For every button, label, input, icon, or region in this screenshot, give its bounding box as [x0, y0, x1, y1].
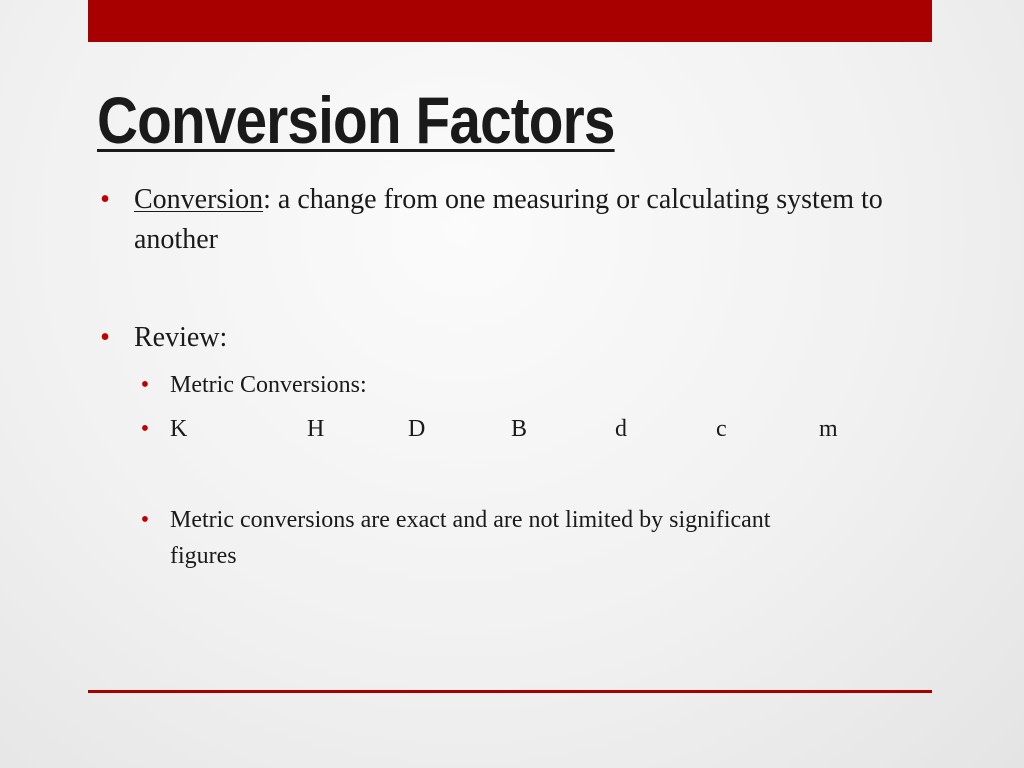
- definition-text: : a change from one measuring or calculating system to another: [134, 184, 883, 255]
- slide-title: Conversion Factors: [97, 83, 615, 157]
- unit-centi: c: [716, 416, 727, 442]
- subbullet-metric-units: [140, 411, 838, 447]
- bullet-marker: •: [100, 322, 110, 353]
- subbullet-metric-conversions: [140, 367, 367, 403]
- bullet-marker: •: [140, 416, 150, 442]
- subbullet-text: Metric Conversions:: [170, 372, 367, 398]
- subbullet-text: Metric conversions are exact and are not limited by significant figures: [170, 507, 771, 569]
- bullet-marker: •: [140, 507, 150, 533]
- subbullet-exact-conversions: [140, 502, 840, 574]
- bullet-conversion-definition: [100, 180, 930, 260]
- bottom-accent-line: [88, 690, 932, 693]
- unit-base: B: [511, 416, 528, 442]
- unit-kilo: K: [170, 416, 188, 442]
- top-accent-bar: [88, 0, 932, 42]
- unit-deci: d: [615, 416, 627, 442]
- unit-milli: m: [819, 416, 838, 442]
- review-label: Review:: [134, 322, 228, 353]
- unit-hecto: H: [307, 416, 325, 442]
- bullet-text: [100, 180, 930, 260]
- bullet-marker: •: [140, 372, 150, 398]
- bullet-marker: •: [100, 184, 110, 215]
- unit-deka: D: [408, 416, 426, 442]
- term-conversion: Conversion: [134, 184, 264, 215]
- bullet-review: [100, 318, 227, 358]
